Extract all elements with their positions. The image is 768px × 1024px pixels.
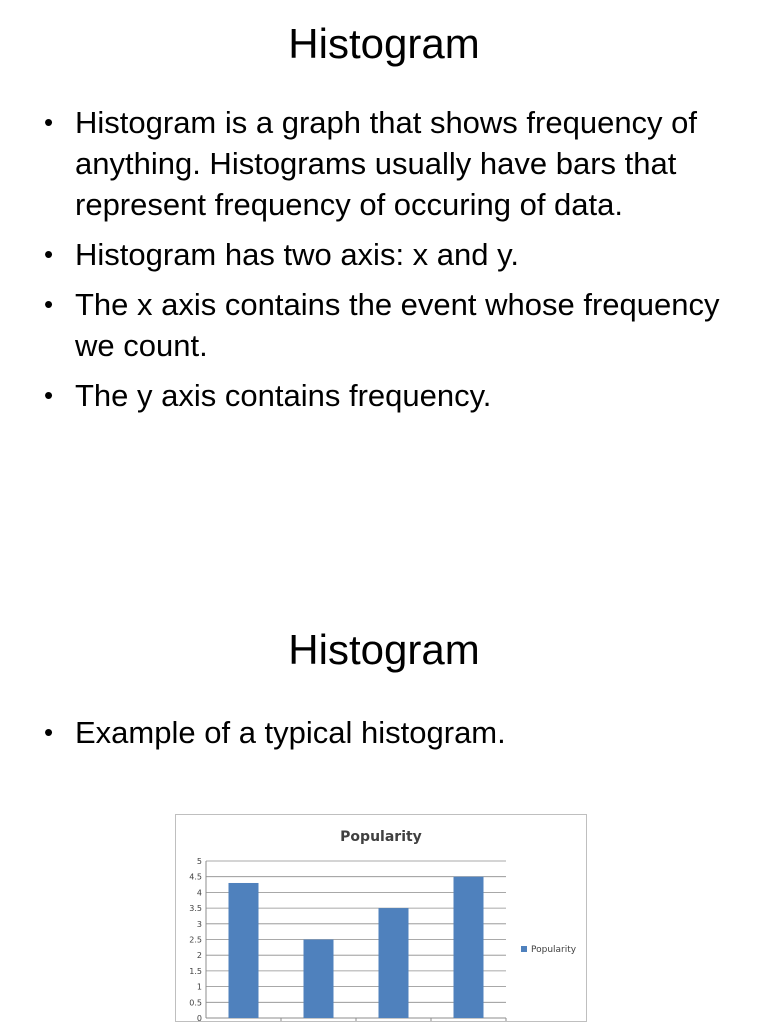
- bullet-item: [44, 102, 734, 225]
- y-tick-label: 5: [196, 857, 202, 866]
- bullet-text: Example of a typical histogram.: [75, 715, 506, 750]
- bullet-dot: •: [44, 239, 54, 269]
- y-tick-label: 4: [196, 888, 202, 898]
- bullet-text: Histogram has two axis: x and y.: [75, 237, 519, 272]
- y-tick-label: 0: [196, 1014, 202, 1021]
- y-tick-label: 2: [196, 951, 202, 961]
- slide-2-title: Histogram: [288, 626, 480, 673]
- bullet-dot: •: [44, 289, 54, 319]
- legend-swatch: [521, 946, 527, 952]
- bullet-item: [44, 234, 734, 275]
- legend-label: Popularity: [531, 945, 577, 955]
- bar: [229, 883, 259, 1018]
- chart-svg: [176, 815, 586, 1021]
- bullet-item: [44, 284, 734, 366]
- y-tick-label: 4.5: [189, 872, 202, 882]
- y-tick-label: 0.5: [189, 998, 202, 1008]
- bullet-item: [44, 375, 734, 416]
- bullet-dot: •: [44, 107, 54, 137]
- chart-title: Popularity: [340, 829, 422, 845]
- slide-1-bullet-list: [44, 102, 734, 425]
- slide-2-bullet-list: [44, 712, 734, 762]
- bullet-text: Histogram is a graph that shows frequency of anything. Histograms usually have bars that represent frequency of occuring of data.: [75, 105, 698, 222]
- y-tick-label: 3.5: [189, 904, 202, 914]
- y-tick-label: 1.5: [189, 966, 202, 976]
- y-tick-label: 2.5: [189, 935, 202, 945]
- bullet-text: The y axis contains frequency.: [75, 378, 492, 413]
- bar: [454, 877, 484, 1018]
- y-tick-label: 3: [196, 919, 202, 929]
- bullet-item: [44, 712, 734, 753]
- bullet-dot: •: [44, 380, 54, 410]
- bar: [304, 940, 334, 1019]
- bullet-dot: •: [44, 717, 54, 747]
- y-tick-label: 1: [196, 982, 202, 992]
- bar: [379, 908, 409, 1018]
- bullet-text: The x axis contains the event whose frequency we count.: [75, 287, 720, 363]
- popularity-chart: [175, 814, 587, 1022]
- slide-1-title: Histogram: [288, 20, 480, 67]
